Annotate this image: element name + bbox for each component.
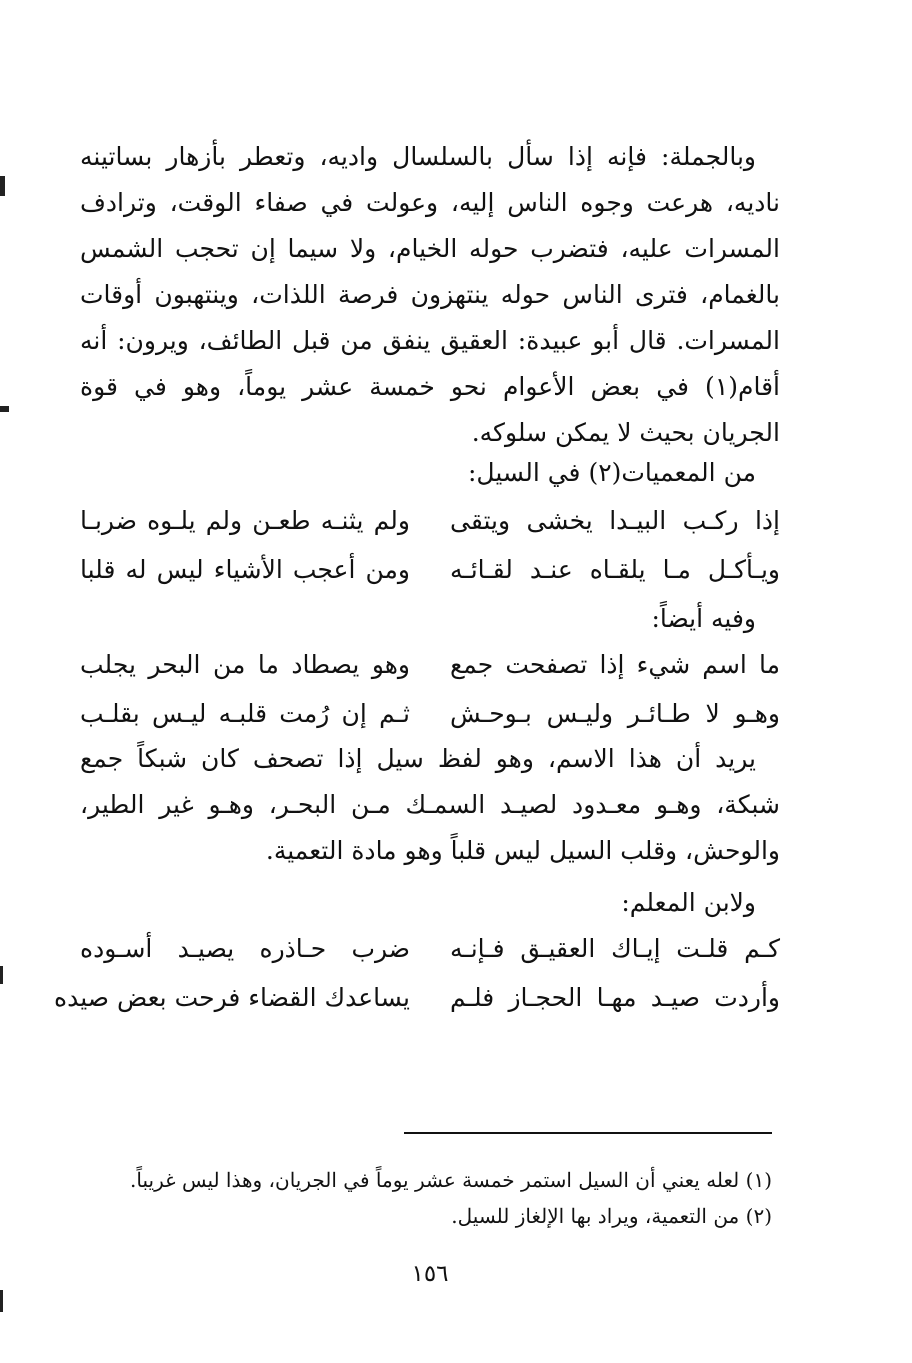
hemistich-first: وأردت صيـد مهـا الحجـاز فلـم [450,983,780,1012]
footnote-divider [404,1132,772,1134]
footnote-1: (١) لعله يعني أن السيل استمر خمسة عشر يوماً في الجريان، وهذا ليس غريباً. [130,1168,772,1192]
verse-line [80,496,780,545]
hemistich-first: ويـأكـل مـا يلقـاه عنـد لقـائـه [450,555,780,584]
hemistich-second: ومن أعجب الأشياء ليس له قلبا [80,555,410,584]
hemistich-second: ضرب حـاذره يصيـد أسـوده [80,934,410,963]
footnotes [82,1162,772,1234]
hemistich-first: كـم قلـت إيـاك العقيـق فـإنـه [450,934,780,963]
section-heading-ibn-muallim: ولابن المعلم: [621,888,756,917]
hemistich-second: وهو يصطاد ما من البحر يجلب [80,650,410,679]
margin-mark [0,176,5,196]
footnote-2: (٢) من التعمية، ويراد بها الإلغاز للسيل. [451,1204,772,1228]
margin-mark [0,1290,3,1312]
section-heading-also: وفيه أيضاً: [651,604,756,633]
poem-riddle-one [80,496,780,594]
margin-mark [0,406,9,412]
hemistich-first: وهـو لا طـائـر وليـس بـوحـش [450,699,780,728]
paragraph-explanation: يريد أن هذا الاسم، وهو لفظ سيل إذا تصحف كان شبكاً جمع شبكة، وهـو معـدود لصيـد السمـك مـن البحـر، وهـو غير الطير، والوحش، وقلب السيل ليس قلباً وهو مادة التعمية. [80,744,780,865]
poem-riddle-two [80,640,780,738]
hemistich-first: إذا ركـب البيـدا يخشى ويتقى [450,506,780,535]
margin-mark [0,966,3,984]
hemistich-second: ولم يثنـه طعـن ولم يلـوه ضربـا [80,506,410,535]
hemistich-second: ثـم إن رُمت قلبـه ليـس بقلـب [80,699,410,728]
page-number: ١٥٦ [411,1261,449,1287]
paragraph-intro: وبالجملة: فإنه إذا سأل بالسلسال واديه، وتعطر بأزهار بساتينه ناديه، هرعت وجوه الناس إليه، وعولت في صفاء الوقت، وترادف المسرات عليه، فتضرب حوله الخيام، ولا سيما إن تحجب الشمس بالغمام، فترى الناس حوله ينتهزون فرصة اللذات، وينتهبون أوقات المسرات. قال أبو عبيدة: العقيق ينفق من قبل الطائف، ويرون: أنه أقام(١) في بعض الأعوام نحو خمسة عشر يوماً، وهو في قوة الجريان بحيث لا يمكن سلوكه. [80,142,780,447]
verse-line [54,973,780,1022]
verse-line [80,640,780,689]
hemistich-first: ما اسم شيء إذا تصفحت جمع [450,650,780,679]
verse-line [80,689,780,738]
verse-line [80,924,780,973]
hemistich-second: يساعدك القضاء فرحت بعض صيده [54,983,410,1012]
section-heading-riddles: من المعميات(٢) في السيل: [468,458,756,487]
verse-line [80,545,780,594]
poem-ibn-muallim [54,924,780,1022]
